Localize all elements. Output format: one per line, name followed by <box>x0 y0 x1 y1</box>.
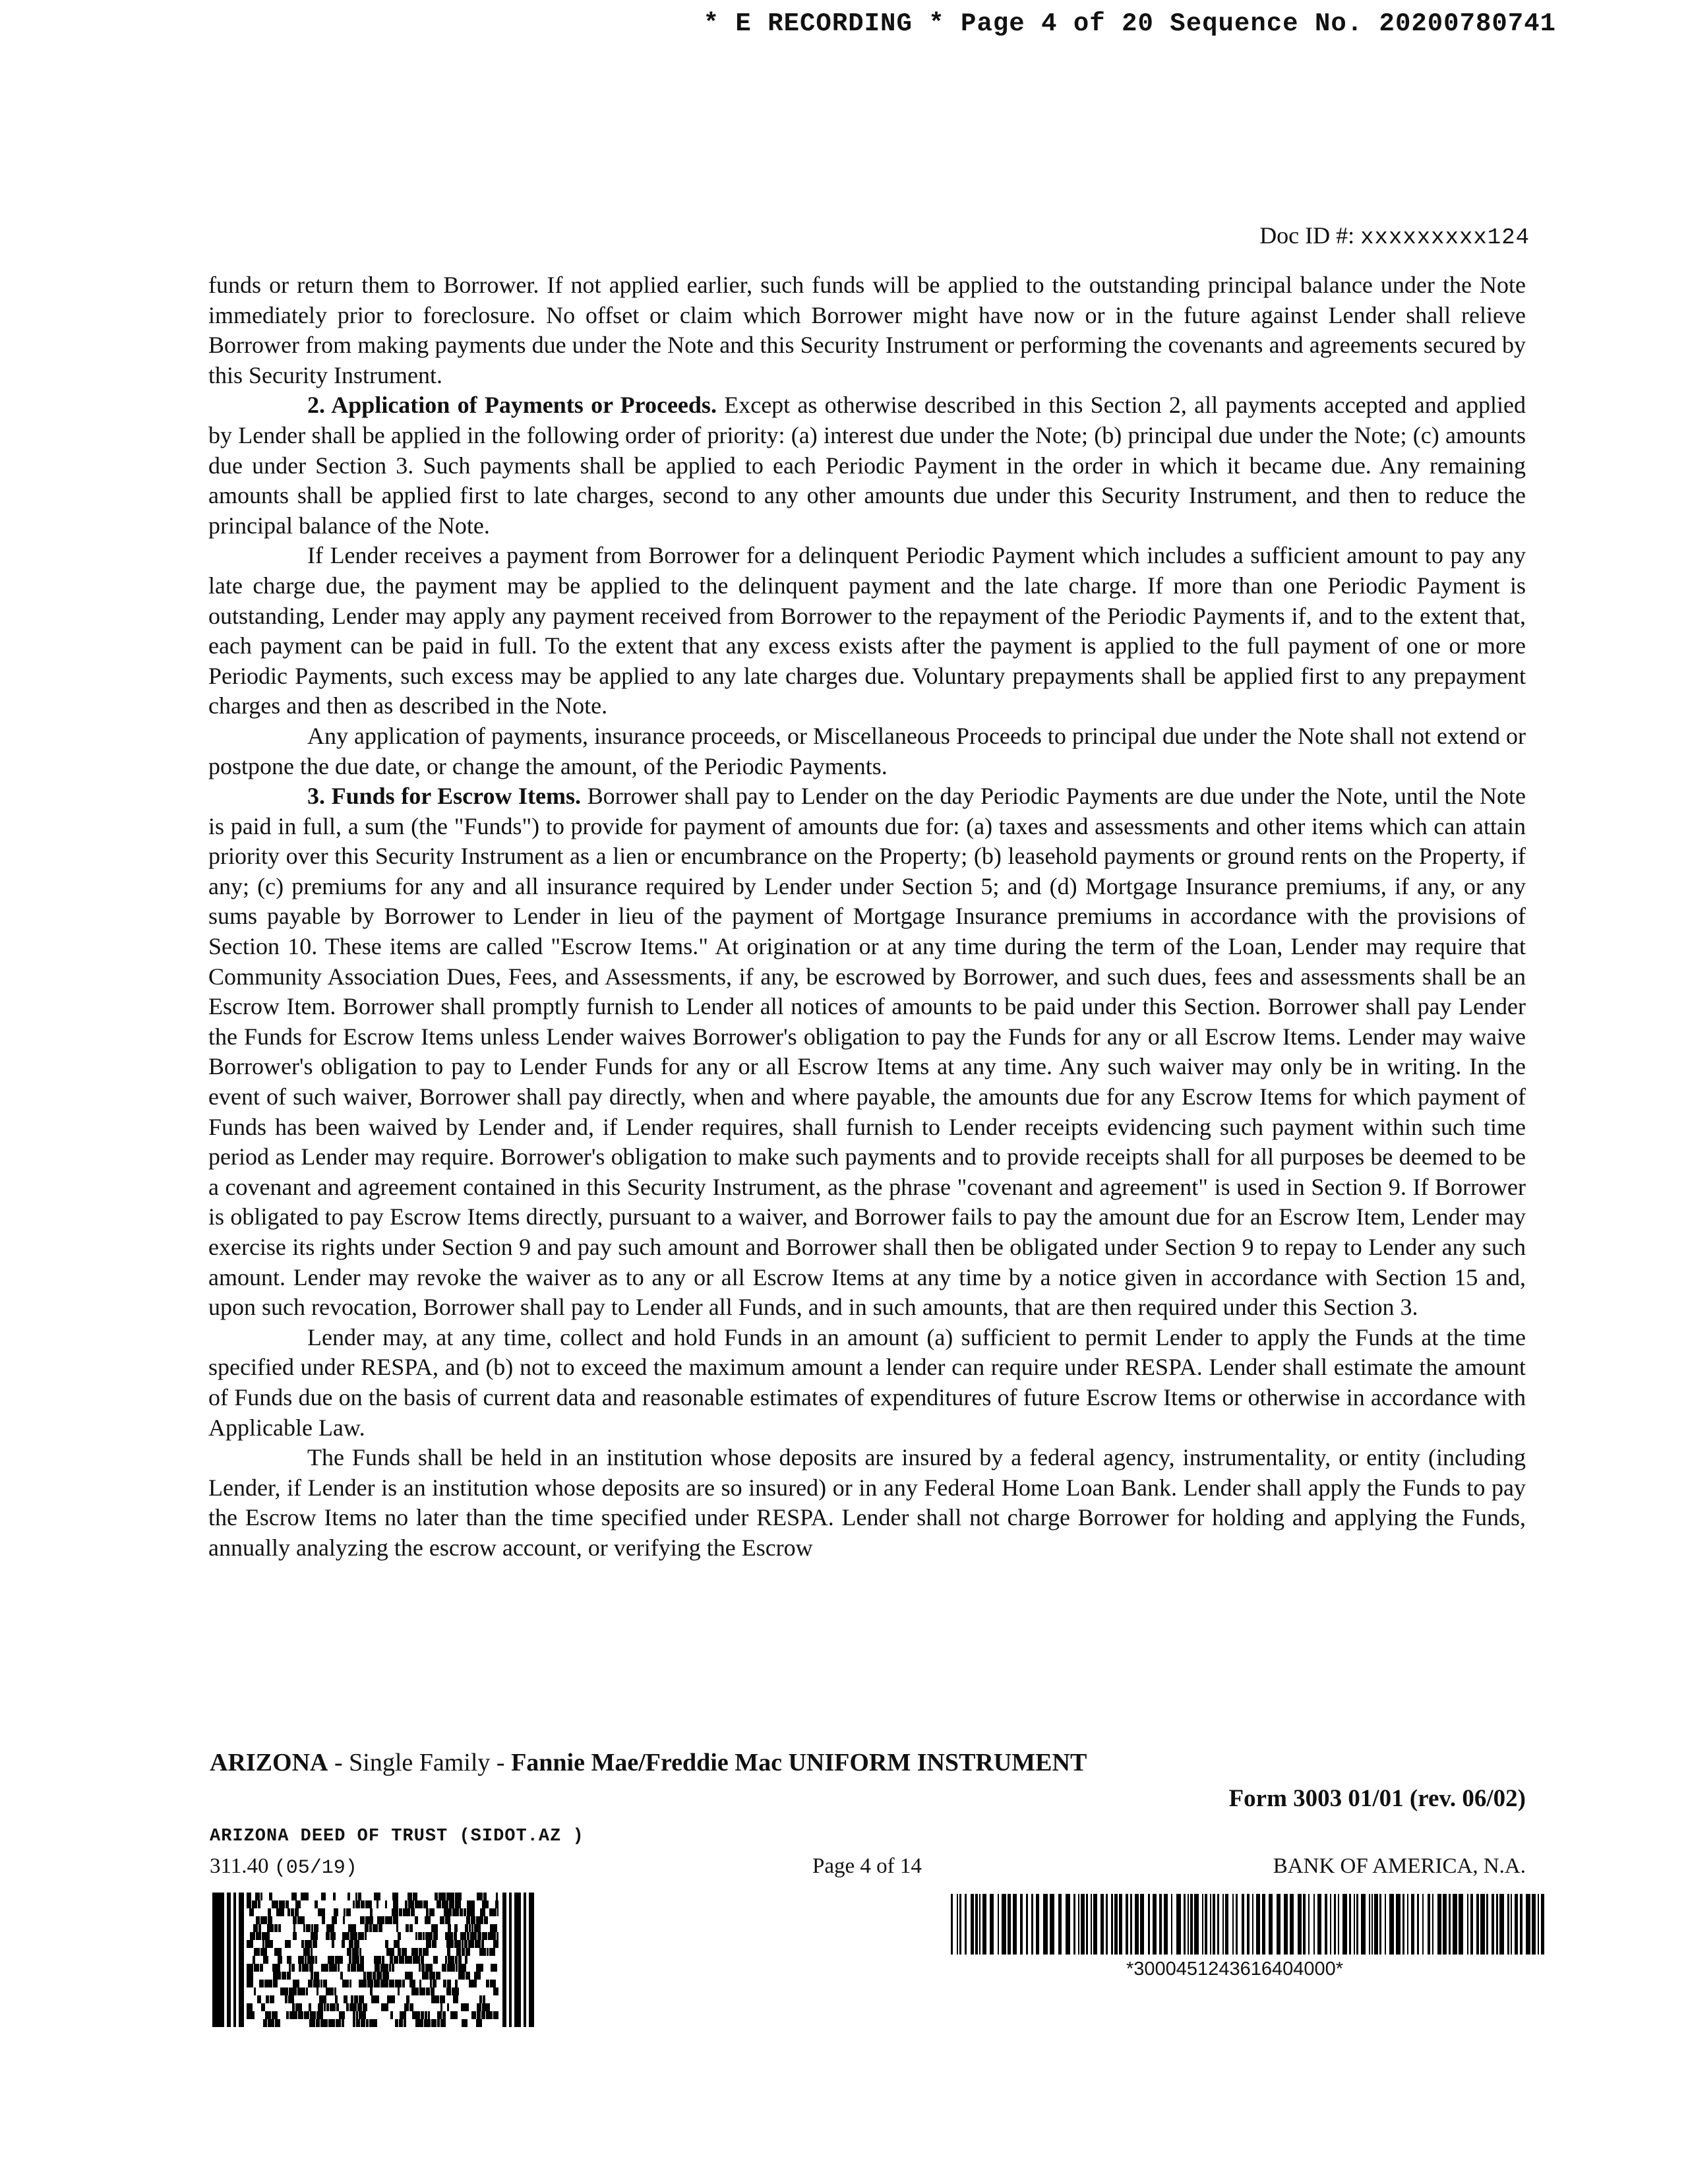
form-id: Form 3003 01/01 (rev. 06/02) <box>1228 1785 1526 1812</box>
barcode-number: *3000451243616404000* <box>1126 1958 1344 1980</box>
paragraph-collect-funds: Lender may, at any time, collect and hold Funds in an amount (a) sufficient to permit Lender to apply the Funds at the time specified under RESPA, and (b) not to exceed the maximum amount a lender can require under RESPA. Lender shall estimate the amount of Funds due on the basis of current data and reasonable estimates of expenditures of future Escrow Items or otherwise in accordance with Applicable Law. <box>208 1323 1526 1441</box>
section-2-heading: 2. Application of Payments or Proceeds. <box>307 392 717 419</box>
document-body <box>208 270 1526 1563</box>
2d-barcode-icon <box>212 1893 534 2027</box>
lender-name: BANK OF AMERICA, N.A. <box>1273 1854 1526 1878</box>
doc-id <box>1259 222 1530 251</box>
linear-barcode-icon <box>951 1894 1544 1955</box>
doc-id-label: Doc ID #: <box>1259 222 1355 249</box>
page-number: Page 4 of 14 <box>812 1854 922 1878</box>
section-2-text: Except as otherwise described in this Section 2, all payments accepted and applied by Lender shall be applied in the following order of priority: (a) interest due under the Note; (b) principal due under the Note; (c) amounts due under Section 3. Such payments shall be applied to each Periodic Payment in the order in which it became due. Any remaining amounts shall be applied first to late charges, second to any other amounts due under this Security Instrument, and then to reduce the principal balance of the Note. <box>208 392 1526 539</box>
footer-separator: - Single Family - <box>328 1749 512 1776</box>
deed-label: ARIZONA DEED OF TRUST (SIDOT.AZ ) <box>210 1827 584 1846</box>
doc-id-value: xxxxxxxxx124 <box>1360 226 1530 251</box>
paragraph-continued: funds or return them to Borrower. If not applied earlier, such funds will be applied to the outstanding principal balance under the Note immediately prior to foreclosure. No offset or claim which Borrower might have now or in the future against Lender shall relieve Borrower from making payments due under the Note and this Security Instrument or performing the covenants and agreements secured by this Security Instrument. <box>208 272 1526 388</box>
recording-header: * E RECORDING * Page 4 of 20 Sequence No. 20200780741 <box>703 9 1556 38</box>
footer-title <box>210 1748 1087 1777</box>
section-3-heading: 3. Funds for Escrow Items. <box>307 783 581 810</box>
form-number-date: (05/19) <box>274 1857 357 1879</box>
paragraph-funds-held: The Funds shall be held in an institution whose deposits are insured by a federal agency, instrumentality, or entity (including Lender, if Lender is an institution whose deposits are so insured) or in any Federal Home Loan Bank. Lender shall apply the Funds to pay the Escrow Items no later than the time specified under RESPA. Lender shall not charge Borrower for holding and applying the Funds, annually analyzing the escrow account, or verifying the Escrow <box>208 1444 1526 1561</box>
paragraph-application: Any application of payments, insurance proceeds, or Miscellaneous Proceeds to principal due under the Note shall not extend or postpone the due date, or change the amount, of the Periodic Payments. <box>208 722 1526 779</box>
form-number <box>210 1854 357 1879</box>
footer-state: ARIZONA <box>210 1749 328 1776</box>
section-3-text: Borrower shall pay to Lender on the day Periodic Payments are due under the Note, until the Note is paid in full, a sum (the "Funds") to provide for payment of amounts due for: (a) taxes and assessments and other items which can attain priority over this Security Instrument as a lien or encumbrance on the Property; (b) leasehold payments or ground rents on the Property, if any; (c) premiums for any and all insurance required by Lender under Section 5; and (d) Mortgage Insurance premiums, if any, or any sums payable by Borrower to Lender in lieu of the payment of Mortgage Insurance premiums in accordance with the provisions of Section 10. These items are called "Escrow Items." At origination or at any time during the term of the Loan, Lender may require that Community Association Dues, Fees, and Assessments, if any, be escrowed by Borrower, and such dues, fees and assessments shall be an Escrow Item. Borrower shall promptly furnish to Lender all notices of amounts to be paid under this Section. Borrower shall pay Lender the Funds for Escrow Items unless Lender waives Borrower's obligation to pay the Funds for any or all Escrow Items. Lender may waive Borrower's obligation to pay to Lender Funds for any or all Escrow Items at any time. Any such waiver may only be in writing. In the event of such waiver, Borrower shall pay directly, when and where payable, the amounts due for any Escrow Items for which payment of Funds has been waived by Lender and, if Lender requires, shall furnish to Lender receipts evidencing such payment within such time period as Lender may require. Borrower's obligation to make such payments and to provide receipts shall for all purposes be deemed to be a covenant and agreement contained in this Security Instrument, as the phrase "covenant and agreement" is used in Section 9. If Borrower is obligated to pay Escrow Items directly, pursuant to a waiver, and Borrower fails to pay the amount due for an Escrow Item, Lender may exercise its rights under Section 9 and pay such amount and Borrower shall then be obligated under Section 9 to repay to Lender any such amount. Lender may revoke the waiver as to any or all Escrow Items at any time by a notice given in accordance with Section 15 and, upon such revocation, Borrower shall pay to Lender all Funds, and in such amounts, that are then required under this Section 3. <box>208 783 1526 1321</box>
section-2-paragraph <box>208 390 1526 541</box>
section-3-paragraph <box>208 781 1526 1323</box>
footer-instrument: Fannie Mae/Freddie Mac UNIFORM INSTRUMENT <box>511 1749 1087 1776</box>
paragraph-delinquent-payment: If Lender receives a payment from Borrower for a delinquent Periodic Payment which includes a sufficient amount to pay any late charge due, the payment may be applied to the delinquent payment and the late charge. If more than one Periodic Payment is outstanding, Lender may apply any payment received from Borrower to the repayment of the Periodic Payments if, and to the extent that, each payment can be paid in full. To the extent that any excess exists after the payment is applied to the full payment of one or more Periodic Payments, such excess may be applied to any late charges due. Voluntary prepayments shall be applied first to any prepayment charges and then as described in the Note. <box>208 542 1526 719</box>
form-number-value: 311.40 <box>210 1854 269 1878</box>
